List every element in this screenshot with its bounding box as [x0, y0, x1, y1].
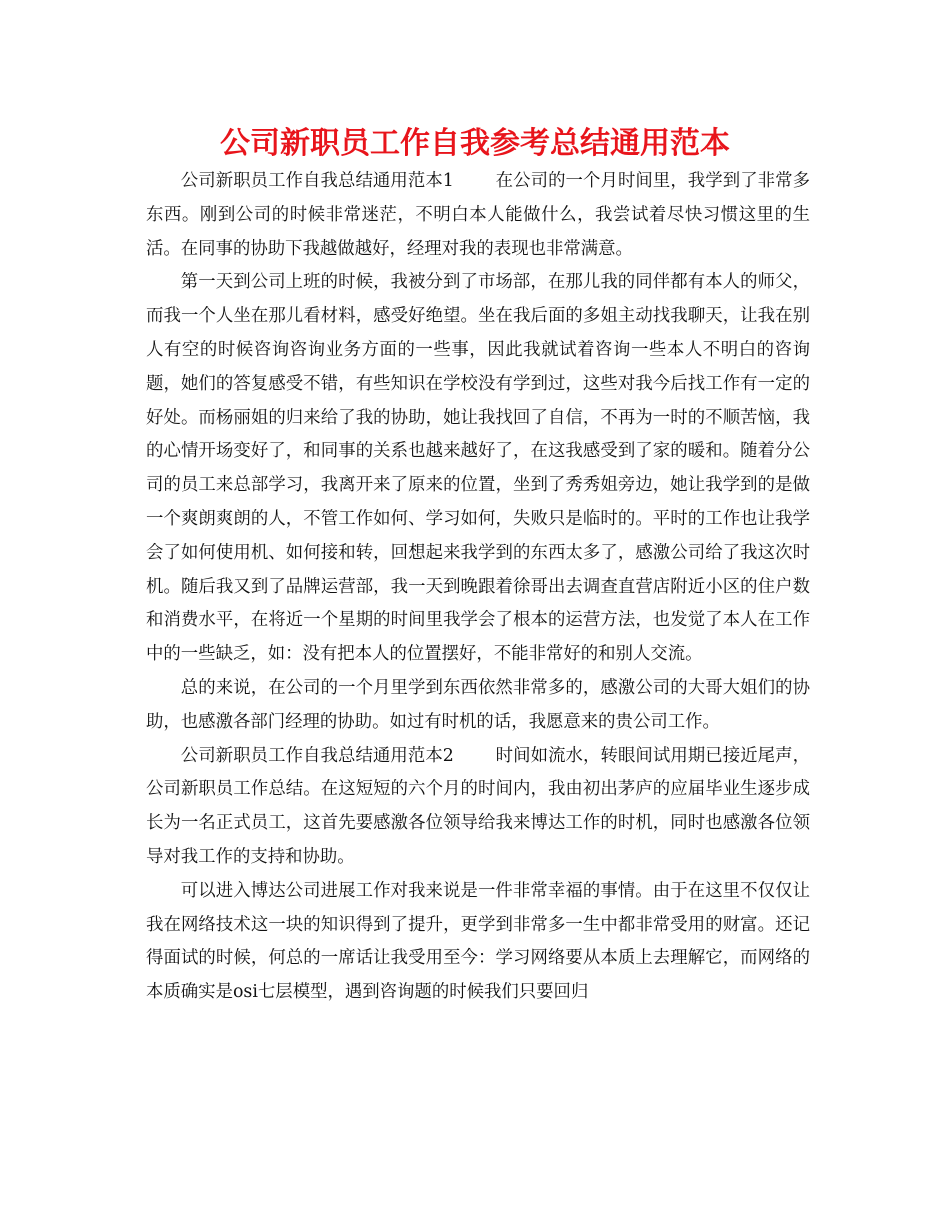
section-heading-2: 公司新职员工作自我总结通用范本2	[180, 745, 454, 766]
paragraph-3-text: 总的来说，在公司的一个月里学到东西依然非常多的，感激公司的大哥大姐们的协助，也感激各部门经理的协助。如过有时机的话，我愿意来的贵公司工作。	[146, 677, 810, 732]
paragraph-5-text: 可以进入博达公司进展工作对我来说是一件非常幸福的事情。由于在这里不仅仅让我在网络技术这一块的知识得到了提升，更学到非常多一生中都非常受用的财富。还记得面试的时候，何总的一席话让我受用至今：学习网络要从本质上去理解它，而网络的本质确实是osi七层模型，遇到咨询题的时候我们只要回归	[146, 880, 810, 1003]
paragraph-2	[146, 266, 810, 672]
paragraph-4	[146, 740, 810, 875]
paragraph-1-text: 在公司的一个月时间里，我学到了非常多东西。刚到公司的时候非常迷茫，不明白本人能做什么，我尝试着尽快习惯这里的生活。在同事的协助下我越做越好，经理对我的表现也非常满意。	[146, 171, 810, 259]
document-body	[146, 165, 810, 1010]
paragraph-3	[146, 672, 810, 740]
paragraph-4-text: 时间如流水，转眼间试用期已接近尾声，公司新职员工作总结。在这短短的六个月的时间内，我由初出茅庐的应届毕业生逐步成长为一名正式员工，这首先要感激各位领导给我来博达工作的时机，同时也感激各位领导对我工作的支持和协助。	[146, 745, 810, 867]
section-heading-1: 公司新职员工作自我总结通用范本1	[180, 171, 454, 191]
document-title: 公司新职员工作自我参考总结通用范本	[220, 126, 730, 161]
paragraph-1	[146, 165, 810, 266]
paragraph-5	[146, 875, 810, 1010]
paragraph-2-text: 第一天到公司上班的时候，我被分到了市场部，在那儿我的同伴都有本人的师父，而我一个人坐在那儿看材料，感受好绝望。坐在我后面的多姐主动找我聊天，让我在别人有空的时候咨询咨询业务方面的一些事，因此我就试着咨询一些本人不明白的咨询题，她们的答复感受不错，有些知识在学校没有学到过，这些对我今后找工作有一定的好处。而杨丽姐的归来给了我的协助，她让我找回了自信，不再为一时的不顺苦恼，我的心情开场变好了，和同事的关系也越来越好了，在这我感受到了家的暖和。随着分公司的员工来总部学习，我离开来了原来的位置，坐到了秀秀姐旁边，她让我学到的是做一个爽朗爽朗的人，不管工作如何、学习如何，失败只是临时的。平时的工作也让我学会了如何使用机、如何接和转，回想起来我学到的东西太多了，感激公司给了我这次时机。随后我又到了品牌运营部，我一天到晚跟着徐哥出去调查直营店附近小区的住户数和消费水平，在将近一个星期的时间里我学会了根本的运营方法，也发觉了本人在工作中的一些缺乏，如：没有把本人的位置摆好，不能非常好的和别人交流。	[146, 272, 810, 665]
